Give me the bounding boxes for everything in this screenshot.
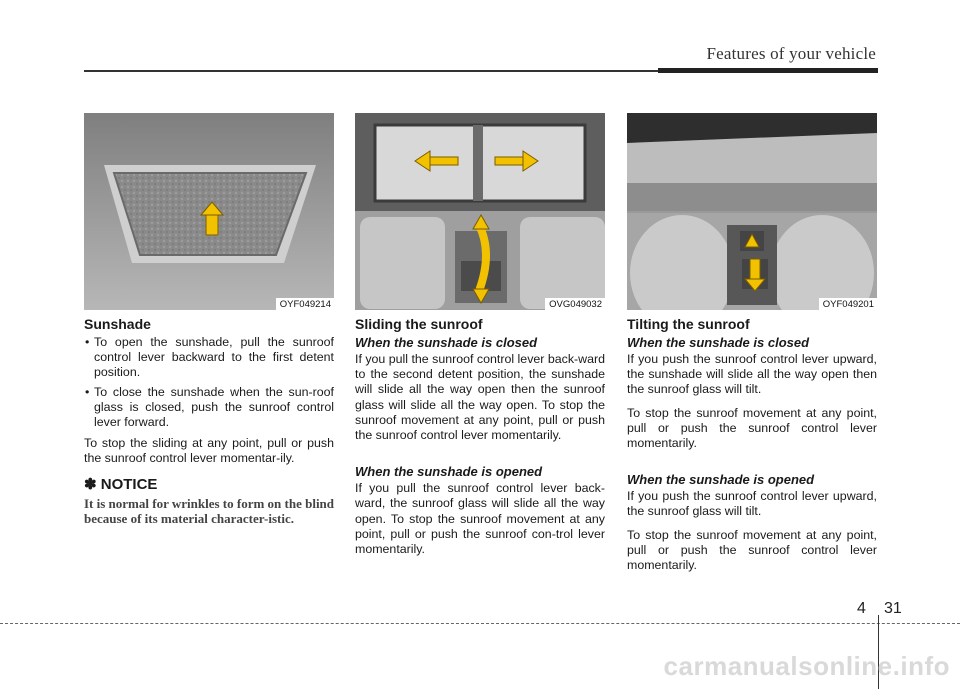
notice-body: It is normal for wrinkles to form on the blind because of its material character-istic. xyxy=(84,495,335,527)
sliding-sunroof-illustration xyxy=(355,113,605,310)
list-item: • To close the sunshade when the sun-roof glass is closed, push the sunroof control lever forward. xyxy=(84,385,334,431)
subheading: When the sunshade is closed xyxy=(627,335,810,350)
list-item: • To open the sunshade, pull the sunroof control lever backward to the first detent position. xyxy=(84,335,334,381)
subheading: When the sunshade is opened xyxy=(627,472,815,488)
header-rule-accent xyxy=(658,68,878,73)
page-header-title: Features of your vehicle xyxy=(706,44,876,63)
column-sunshade xyxy=(84,113,334,527)
section-heading: Tilting the sunroof xyxy=(627,316,750,332)
sunshade-illustration xyxy=(84,113,334,310)
figure-code: OYF049214 xyxy=(276,298,334,310)
figure-code: OVG049032 xyxy=(545,298,605,310)
paragraph: If you pull the sunroof control lever back-ward to the second detent position, the sunshade will slide all the way open then the sunroof glass will slide all the way open. To stop the sunroof movement at any point, pull or push the sunroof control lever momentarily. xyxy=(355,352,606,443)
watermark: carmanualsonline.info xyxy=(663,651,950,681)
bullet-list xyxy=(84,335,334,430)
section-heading: Sliding the sunroof xyxy=(355,316,483,332)
figure-code: OYF049201 xyxy=(819,298,877,310)
paragraph: If you pull the sunroof control lever back-ward, the sunroof glass will slide all the way open. To stop the sunroof movement at any point, pull or push the sunroof con-trol lever momentarily. xyxy=(355,481,605,557)
subheading: When the sunshade is opened xyxy=(355,464,543,480)
column-tilting xyxy=(627,113,877,581)
paragraph: If you push the sunroof control lever upward, the sunroof glass will tilt. xyxy=(627,489,877,519)
notice-title: ✽ NOTICE xyxy=(84,475,158,493)
column-sliding xyxy=(355,113,605,565)
paragraph: To stop the sunroof movement at any point, pull or push the sunroof control lever momentarily. xyxy=(627,527,877,573)
chapter-number: 4 xyxy=(857,600,866,617)
paragraph: If you push the sunroof control lever upward, the sunshade will slide all the way open then the sunroof glass will tilt. xyxy=(627,352,877,397)
section-heading: Sunshade xyxy=(84,316,151,332)
paragraph: To stop the sunroof movement at any point, pull or push the sunroof control lever momentarily. xyxy=(627,405,877,451)
paragraph: To stop the sliding at any point, pull or push the sunroof control lever momentar-ily. xyxy=(84,436,334,466)
page-number: 31 xyxy=(884,600,902,617)
tilting-sunroof-illustration xyxy=(627,113,877,310)
subheading: When the sunshade is closed xyxy=(355,335,538,350)
footer-rule xyxy=(0,623,960,624)
